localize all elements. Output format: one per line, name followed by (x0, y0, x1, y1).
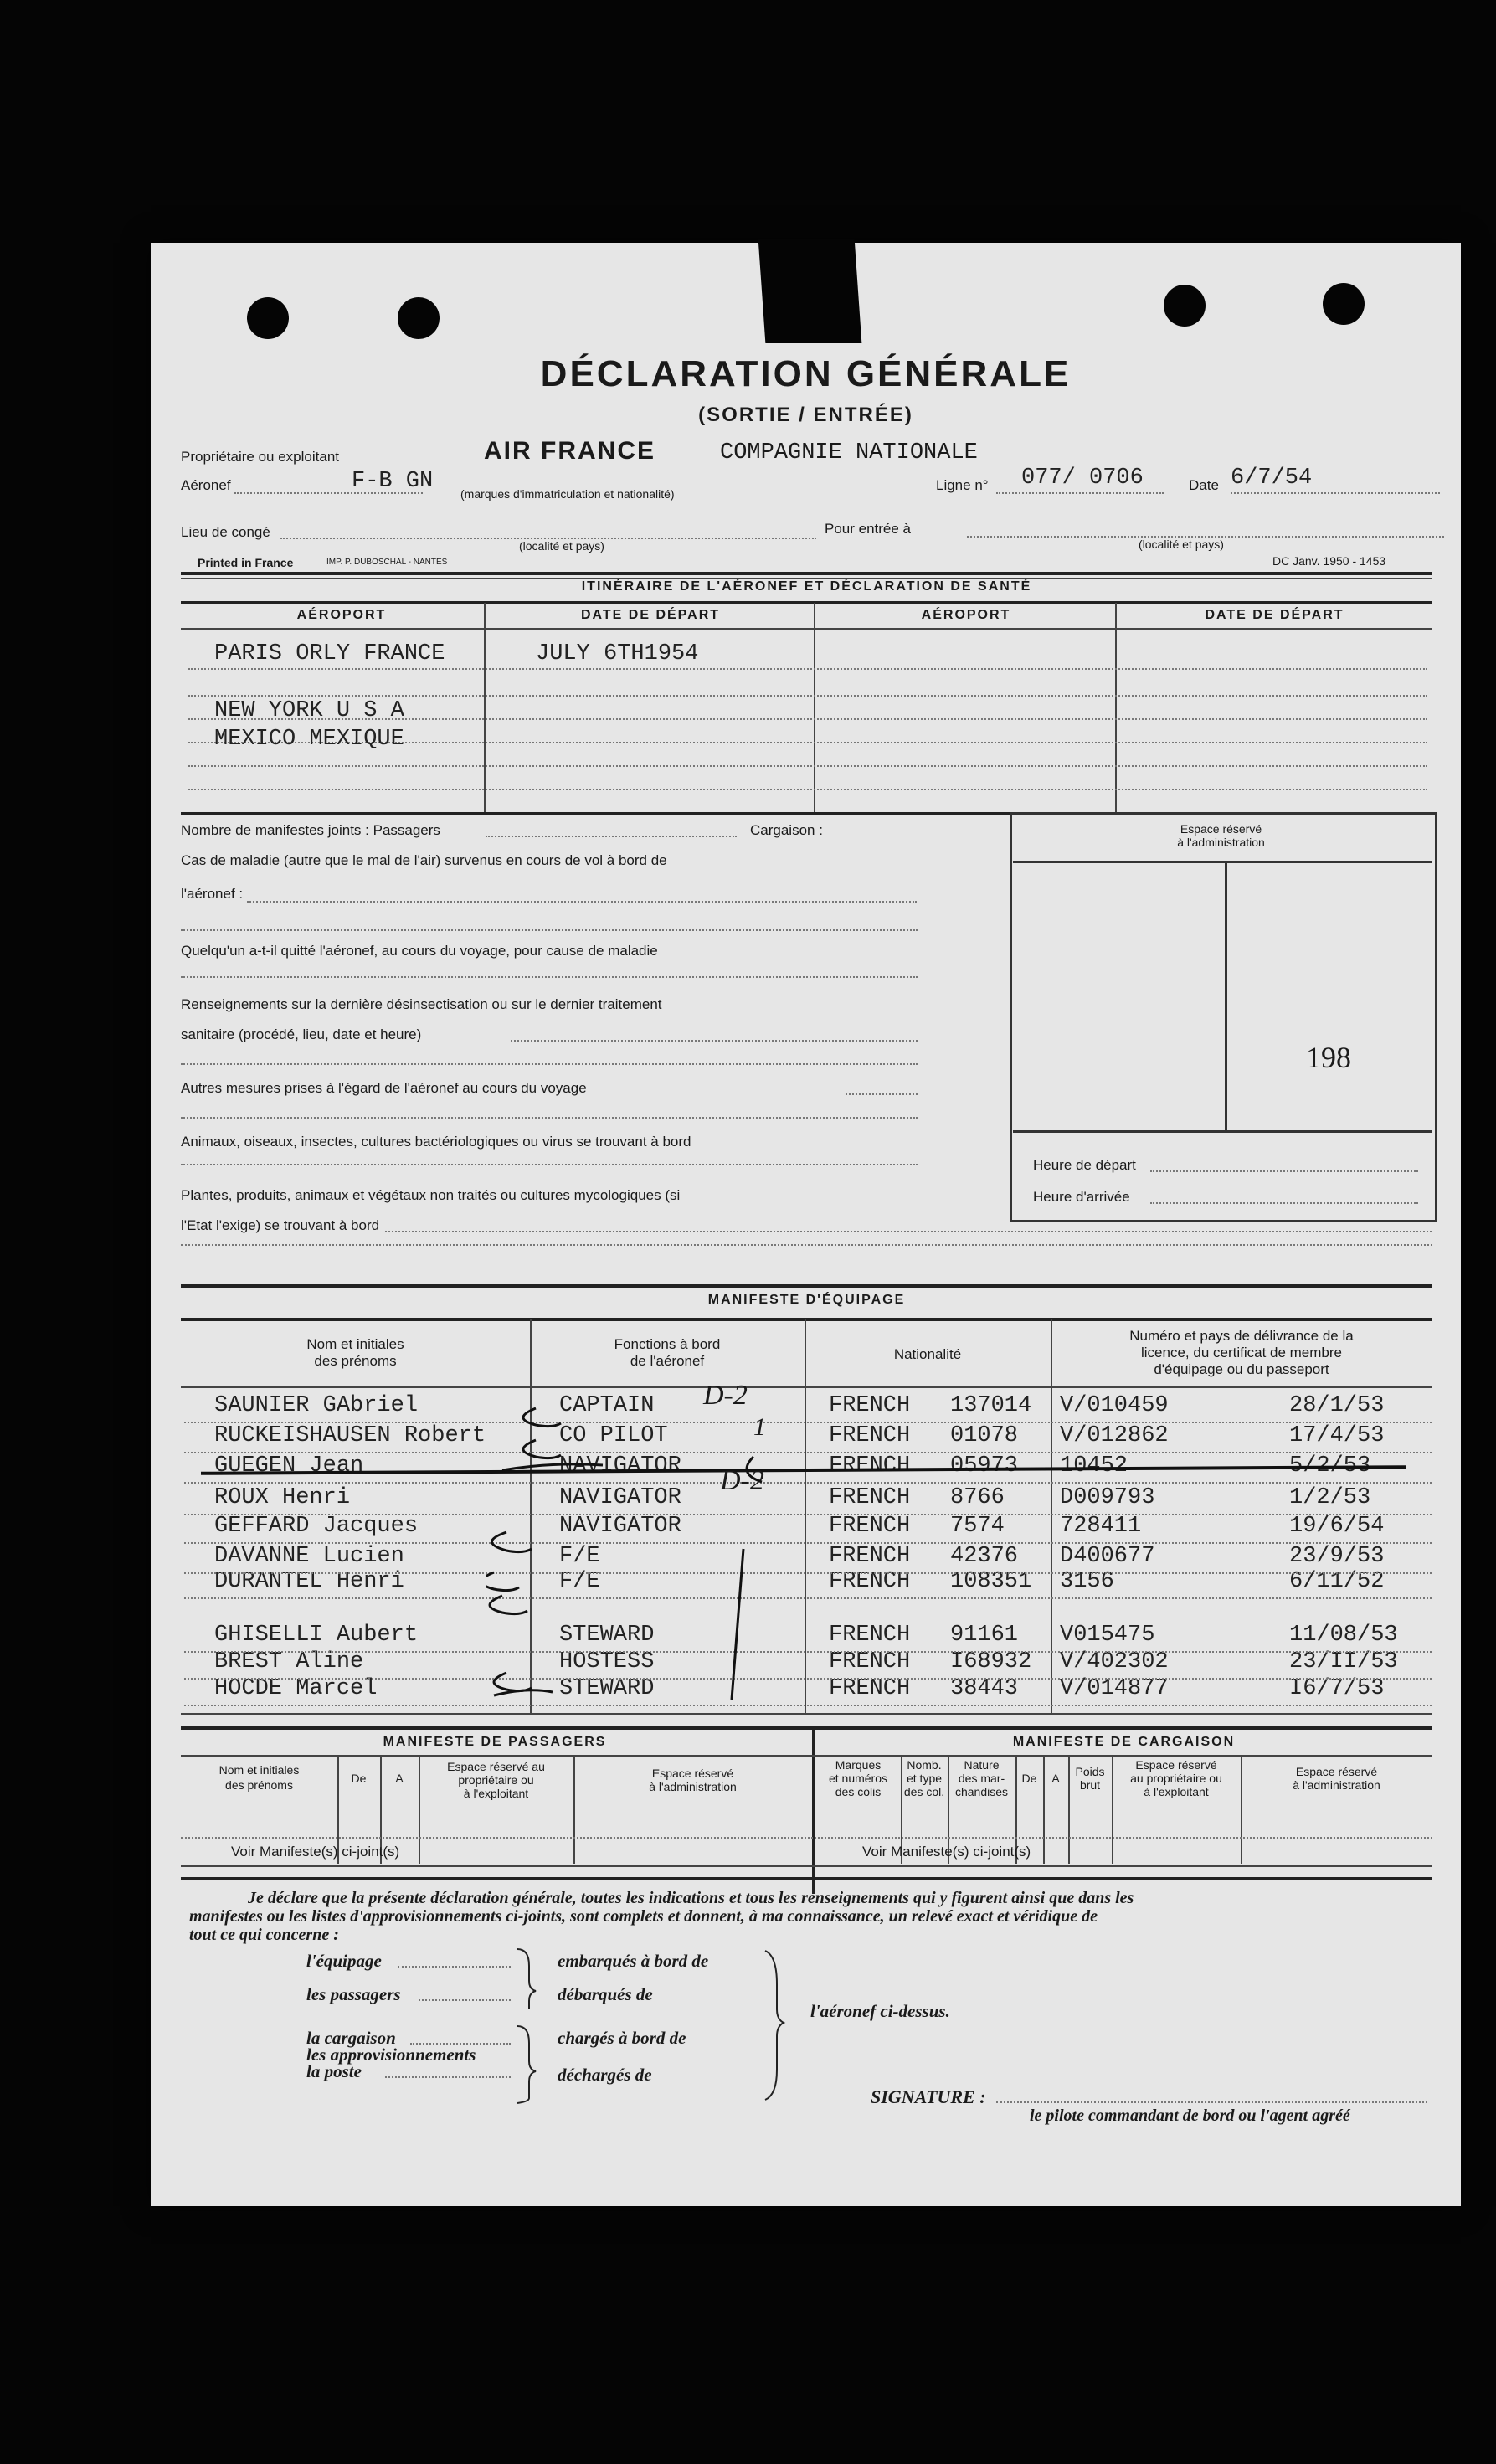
cargo-col-from: De (1021, 1772, 1037, 1785)
crew-col-licence-3: d'équipage ou du passeport (1154, 1361, 1329, 1377)
declaration-supplies: les approvisionnements (306, 2045, 476, 2065)
declaration-text-1: Je déclare que la présente déclaration générale, toutes les indications et tous les renseignements qui y figurent ainsi que dans les (248, 1889, 1134, 1907)
itinerary-date-1: JULY 6TH1954 (536, 641, 699, 666)
crew-nationality: FRENCH (829, 1676, 911, 1701)
itinerary-airport-3: MEXICO MEXIQUE (214, 727, 404, 752)
declaration-loaded: chargés à bord de (558, 2028, 686, 2048)
cargo-col-weight-2: brut (1079, 1778, 1101, 1792)
dc-reference: DC Janv. 1950 - 1453 (1272, 554, 1386, 568)
handwritten-annotation-2: 1 (753, 1413, 766, 1441)
disinfection-line-1: Renseignements sur la dernière désinsectisation ou sur le dernier traitement (181, 996, 662, 1012)
crew-nationality: FRENCH (829, 1514, 911, 1539)
aircraft-note: (marques d'immatriculation et nationalité) (460, 487, 675, 501)
cargo-label: Cargaison : (750, 822, 823, 838)
cargo-col-to: A (1051, 1772, 1060, 1785)
passengers-see-manifest: Voir Manifeste(s) ci-joint(s) (231, 1844, 400, 1860)
cargo-col-owner-3: à l'exploitant (1144, 1785, 1209, 1798)
itinerary-title: ITINÉRAIRE DE L'AÉRONEF ET DÉCLARATION DE SANTÉ (581, 579, 1032, 594)
form-subtitle: (SORTIE / ENTRÉE) (698, 404, 913, 426)
crew-col-nationality: Nationalité (893, 1346, 962, 1362)
owner-value: AIR FRANCE (484, 437, 655, 465)
crew-licence-date: 6/11/52 (1289, 1569, 1385, 1594)
itinerary-airport-1: PARIS ORLY FRANCE (214, 641, 445, 666)
illness-line-1: Cas de maladie (autre que le mal de l'air) survenus en cours de vol à bord de (181, 852, 667, 868)
passengers-col-to: A (395, 1772, 404, 1785)
paper-notch (758, 239, 862, 343)
cargo-col-marks-3: des colis (835, 1785, 882, 1798)
cargo-col-marks-2: et numéros (828, 1772, 888, 1785)
declaration-bracket-right (762, 1947, 787, 2106)
crew-licence-date: 11/08/53 (1289, 1623, 1398, 1648)
crew-nationality: FRENCH (829, 1423, 911, 1448)
passengers-col-owner-1: Espace réservé au (447, 1760, 545, 1773)
signer-label: le pilote commandant de bord ou l'agent agréé (1030, 2106, 1350, 2125)
cargo-col-owner-1: Espace réservé (1135, 1758, 1217, 1772)
crew-function: HOSTESS (559, 1649, 655, 1674)
passengers-col-name-2: des prénoms (225, 1778, 293, 1792)
crew-number: 91161 (950, 1623, 1019, 1648)
cargo-col-marks-1: Marques (835, 1758, 882, 1772)
handwritten-marks (486, 1390, 854, 1716)
crew-name: DURANTEL Henri (214, 1569, 404, 1594)
owner-value-2: COMPAGNIE NATIONALE (720, 440, 978, 466)
printed-in-france: Printed in France (198, 556, 294, 569)
crew-function: STEWARD (559, 1676, 655, 1701)
admin-box-title-1: Espace réservé (1180, 822, 1262, 836)
locality-note-2: (localité et pays) (1139, 538, 1224, 551)
crew-function: F/E (559, 1569, 600, 1594)
crew-name: SAUNIER GAbriel (214, 1393, 419, 1418)
cargo-col-weight-1: Poids (1075, 1765, 1105, 1778)
disinfection-line-2: sanitaire (procédé, lieu, date et heure) (181, 1026, 422, 1042)
owner-label: Propriétaire ou exploitant (181, 449, 340, 465)
crew-licence: D400677 (1060, 1544, 1155, 1569)
passengers-col-admin-2: à l'administration (649, 1780, 737, 1793)
crew-name: GHISELLI Aubert (214, 1623, 419, 1648)
punch-hole-1 (247, 297, 289, 339)
crew-number: 7574 (950, 1514, 1005, 1539)
date-value: 6/7/54 (1231, 466, 1313, 491)
crew-function: F/E (559, 1544, 600, 1569)
handwritten-annotation-1: D-2 (703, 1380, 748, 1411)
crew-col-name-1: Nom et initiales (306, 1336, 404, 1352)
crew-licence-date: 17/4/53 (1289, 1423, 1385, 1448)
declaration-mail: la poste (306, 2061, 362, 2081)
crew-nationality: FRENCH (829, 1453, 911, 1479)
crew-licence: V/402302 (1060, 1649, 1169, 1674)
crew-licence: V015475 (1060, 1623, 1155, 1648)
passengers-col-owner-3: à l'exploitant (463, 1787, 529, 1800)
locality-note-1: (localité et pays) (519, 539, 604, 553)
declaration-bracket-left (514, 1946, 539, 2105)
handwritten-annotation-3: D-2 (720, 1465, 764, 1496)
printer-name: IMP. P. DUBOSCHAL - NANTES (326, 558, 448, 567)
crew-licence-date: 1/2/53 (1289, 1485, 1371, 1510)
crew-licence: 728411 (1060, 1514, 1142, 1539)
manifests-label: Nombre de manifestes joints : Passagers (181, 822, 440, 838)
declaration-unloaded: déchargés de (558, 2065, 652, 2085)
itinerary-col-date: DATE DE DÉPART (580, 608, 721, 622)
crew-function: CO PILOT (559, 1423, 668, 1448)
declaration-form (151, 243, 1461, 2206)
left-aircraft-question: Quelqu'un a-t-il quitté l'aéronef, au cours du voyage, pour cause de maladie (181, 943, 658, 959)
crew-title: MANIFESTE D'ÉQUIPAGE (707, 1293, 906, 1307)
crew-licence-date: 19/6/54 (1289, 1514, 1385, 1539)
punch-hole-4 (1323, 283, 1365, 325)
aircraft-label: Aéronef (181, 477, 231, 493)
crew-licence: 10452 (1060, 1453, 1128, 1479)
cargo-col-nature-2: des mar- (958, 1772, 1005, 1785)
animals-line: Animaux, oiseaux, insectes, cultures bactériologiques ou virus se trouvant à bord (181, 1134, 691, 1150)
crew-nationality: FRENCH (829, 1569, 911, 1594)
entry-label: Pour entrée à (825, 521, 912, 537)
crew-function: NAVIGATOR (559, 1485, 681, 1510)
crew-number: I68932 (950, 1649, 1032, 1674)
plants-line-2: l'Etat l'exige) se trouvant à bord (181, 1217, 380, 1233)
cargo-col-count-2: et type (906, 1772, 943, 1785)
crew-name: GUEGEN Jean (214, 1453, 364, 1479)
passengers-col-name-1: Nom et initiales (218, 1763, 300, 1777)
crew-number: 108351 (950, 1569, 1032, 1594)
punch-hole-3 (1164, 285, 1206, 327)
crew-col-licence-2: licence, du certificat de membre (1141, 1345, 1342, 1361)
cargo-col-count-3: des col. (903, 1785, 945, 1798)
arrival-time-label: Heure d'arrivée (1033, 1189, 1130, 1205)
crew-licence: V/012862 (1060, 1423, 1169, 1448)
crew-name: HOCDE Marcel (214, 1676, 378, 1701)
crew-name: GEFFARD Jacques (214, 1514, 419, 1539)
passengers-col-admin-1: Espace réservé (651, 1767, 734, 1780)
crew-col-function-2: de l'aéronef (630, 1353, 705, 1369)
crew-col-licence-1: Numéro et pays de délivrance de la (1129, 1328, 1354, 1344)
crew-number: 8766 (950, 1485, 1005, 1510)
line-value: 077/ 0706 (1021, 466, 1144, 491)
crew-name: RUCKEISHAUSEN Robert (214, 1423, 486, 1448)
crew-name: BREST Aline (214, 1649, 364, 1674)
declaration-aircraft-above: l'aéronef ci-dessus. (810, 2001, 950, 2021)
crew-licence-date: 5/2/53 (1289, 1453, 1371, 1479)
cargo-col-admin-1: Espace réservé (1295, 1765, 1378, 1778)
crew-licence: V/014877 (1060, 1676, 1169, 1701)
declaration-embarked: embarqués à bord de (558, 1951, 709, 1971)
crew-licence-date: 28/1/53 (1289, 1393, 1385, 1418)
crew-col-name-2: des prénoms (314, 1353, 397, 1369)
cargo-see-manifest: Voir Manifeste(s) ci-joint(s) (862, 1844, 1031, 1860)
itinerary-col-airport-2: AÉROPORT (921, 608, 1011, 622)
punch-hole-2 (398, 297, 440, 339)
signature-label: SIGNATURE : (871, 2086, 986, 2107)
passengers-title: MANIFESTE DE PASSAGERS (383, 1735, 607, 1749)
itinerary-col-airport: AÉROPORT (296, 608, 387, 622)
line-label: Ligne n° (936, 477, 989, 493)
declaration-cargo: la cargaison (306, 2028, 396, 2048)
form-title: DÉCLARATION GÉNÉRALE (540, 353, 1072, 394)
passengers-col-owner-2: propriétaire ou (458, 1773, 534, 1787)
crew-function: CAPTAIN (559, 1393, 655, 1418)
crew-licence-date: 23/9/53 (1289, 1544, 1385, 1569)
crew-name: DAVANNE Lucien (214, 1544, 404, 1569)
crew-licence: 3156 (1060, 1569, 1114, 1594)
crew-nationality: FRENCH (829, 1393, 911, 1418)
cargo-col-nature-1: Nature (964, 1758, 1000, 1772)
illness-line-2: l'aéronef : (181, 886, 244, 902)
crew-licence: D009793 (1060, 1485, 1155, 1510)
crew-number: 01078 (950, 1423, 1019, 1448)
declaration-text-3: tout ce qui concerne : (189, 1926, 339, 1944)
cargo-col-admin-2: à l'administration (1293, 1778, 1380, 1792)
crew-nationality: FRENCH (829, 1544, 911, 1569)
crew-number: 42376 (950, 1544, 1019, 1569)
other-measures: Autres mesures prises à l'égard de l'aéronef au cours du voyage (181, 1080, 587, 1096)
crew-col-function-1: Fonctions à bord (614, 1336, 721, 1352)
declaration-passengers: les passagers (306, 1984, 401, 2004)
itinerary-col-date-2: DATE DE DÉPART (1205, 608, 1344, 622)
crew-number: 05973 (950, 1453, 1019, 1479)
plants-line-1: Plantes, produits, animaux et végétaux non traités ou cultures mycologiques (si (181, 1187, 681, 1203)
passengers-col-from: De (351, 1772, 367, 1785)
departure-time-label: Heure de départ (1033, 1157, 1136, 1173)
cargo-col-owner-2: au propriétaire ou (1130, 1772, 1222, 1785)
itinerary-airport-2: NEW YORK U S A (214, 698, 404, 723)
crew-number: 38443 (950, 1676, 1019, 1701)
crew-licence-date: I6/7/53 (1289, 1676, 1385, 1701)
crew-name: ROUX Henri (214, 1485, 351, 1510)
crew-function: NAVIGATOR (559, 1514, 681, 1539)
aircraft-value: F-B GN (352, 469, 434, 494)
crew-function: NAVIGATOR (559, 1453, 681, 1479)
declaration-text-2: manifestes ou les listes d'approvisionnements ci-joints, sont complets et donnent, à ma connaissance, un relevé exact et véridique de (189, 1907, 1098, 1926)
date-label: Date (1189, 477, 1219, 493)
crew-function: STEWARD (559, 1623, 655, 1648)
cargo-col-nature-3: chandises (954, 1785, 1009, 1798)
departure-place-label: Lieu de congé (181, 524, 270, 540)
cargo-title: MANIFESTE DE CARGAISON (1012, 1735, 1236, 1749)
declaration-crew: l'équipage (306, 1951, 382, 1971)
crew-licence: V/010459 (1060, 1393, 1169, 1418)
crew-nationality: FRENCH (829, 1649, 911, 1674)
crew-nationality: FRENCH (829, 1623, 911, 1648)
crew-nationality: FRENCH (829, 1485, 911, 1510)
declaration-disembarked: débarqués de (558, 1984, 653, 2004)
admin-box-title-2: à l'administration (1177, 836, 1265, 849)
admin-number: 198 (1306, 1041, 1351, 1074)
cargo-col-count-1: Nomb. (907, 1758, 942, 1772)
crew-number: 137014 (950, 1393, 1032, 1418)
crew-licence-date: 23/II/53 (1289, 1649, 1398, 1674)
